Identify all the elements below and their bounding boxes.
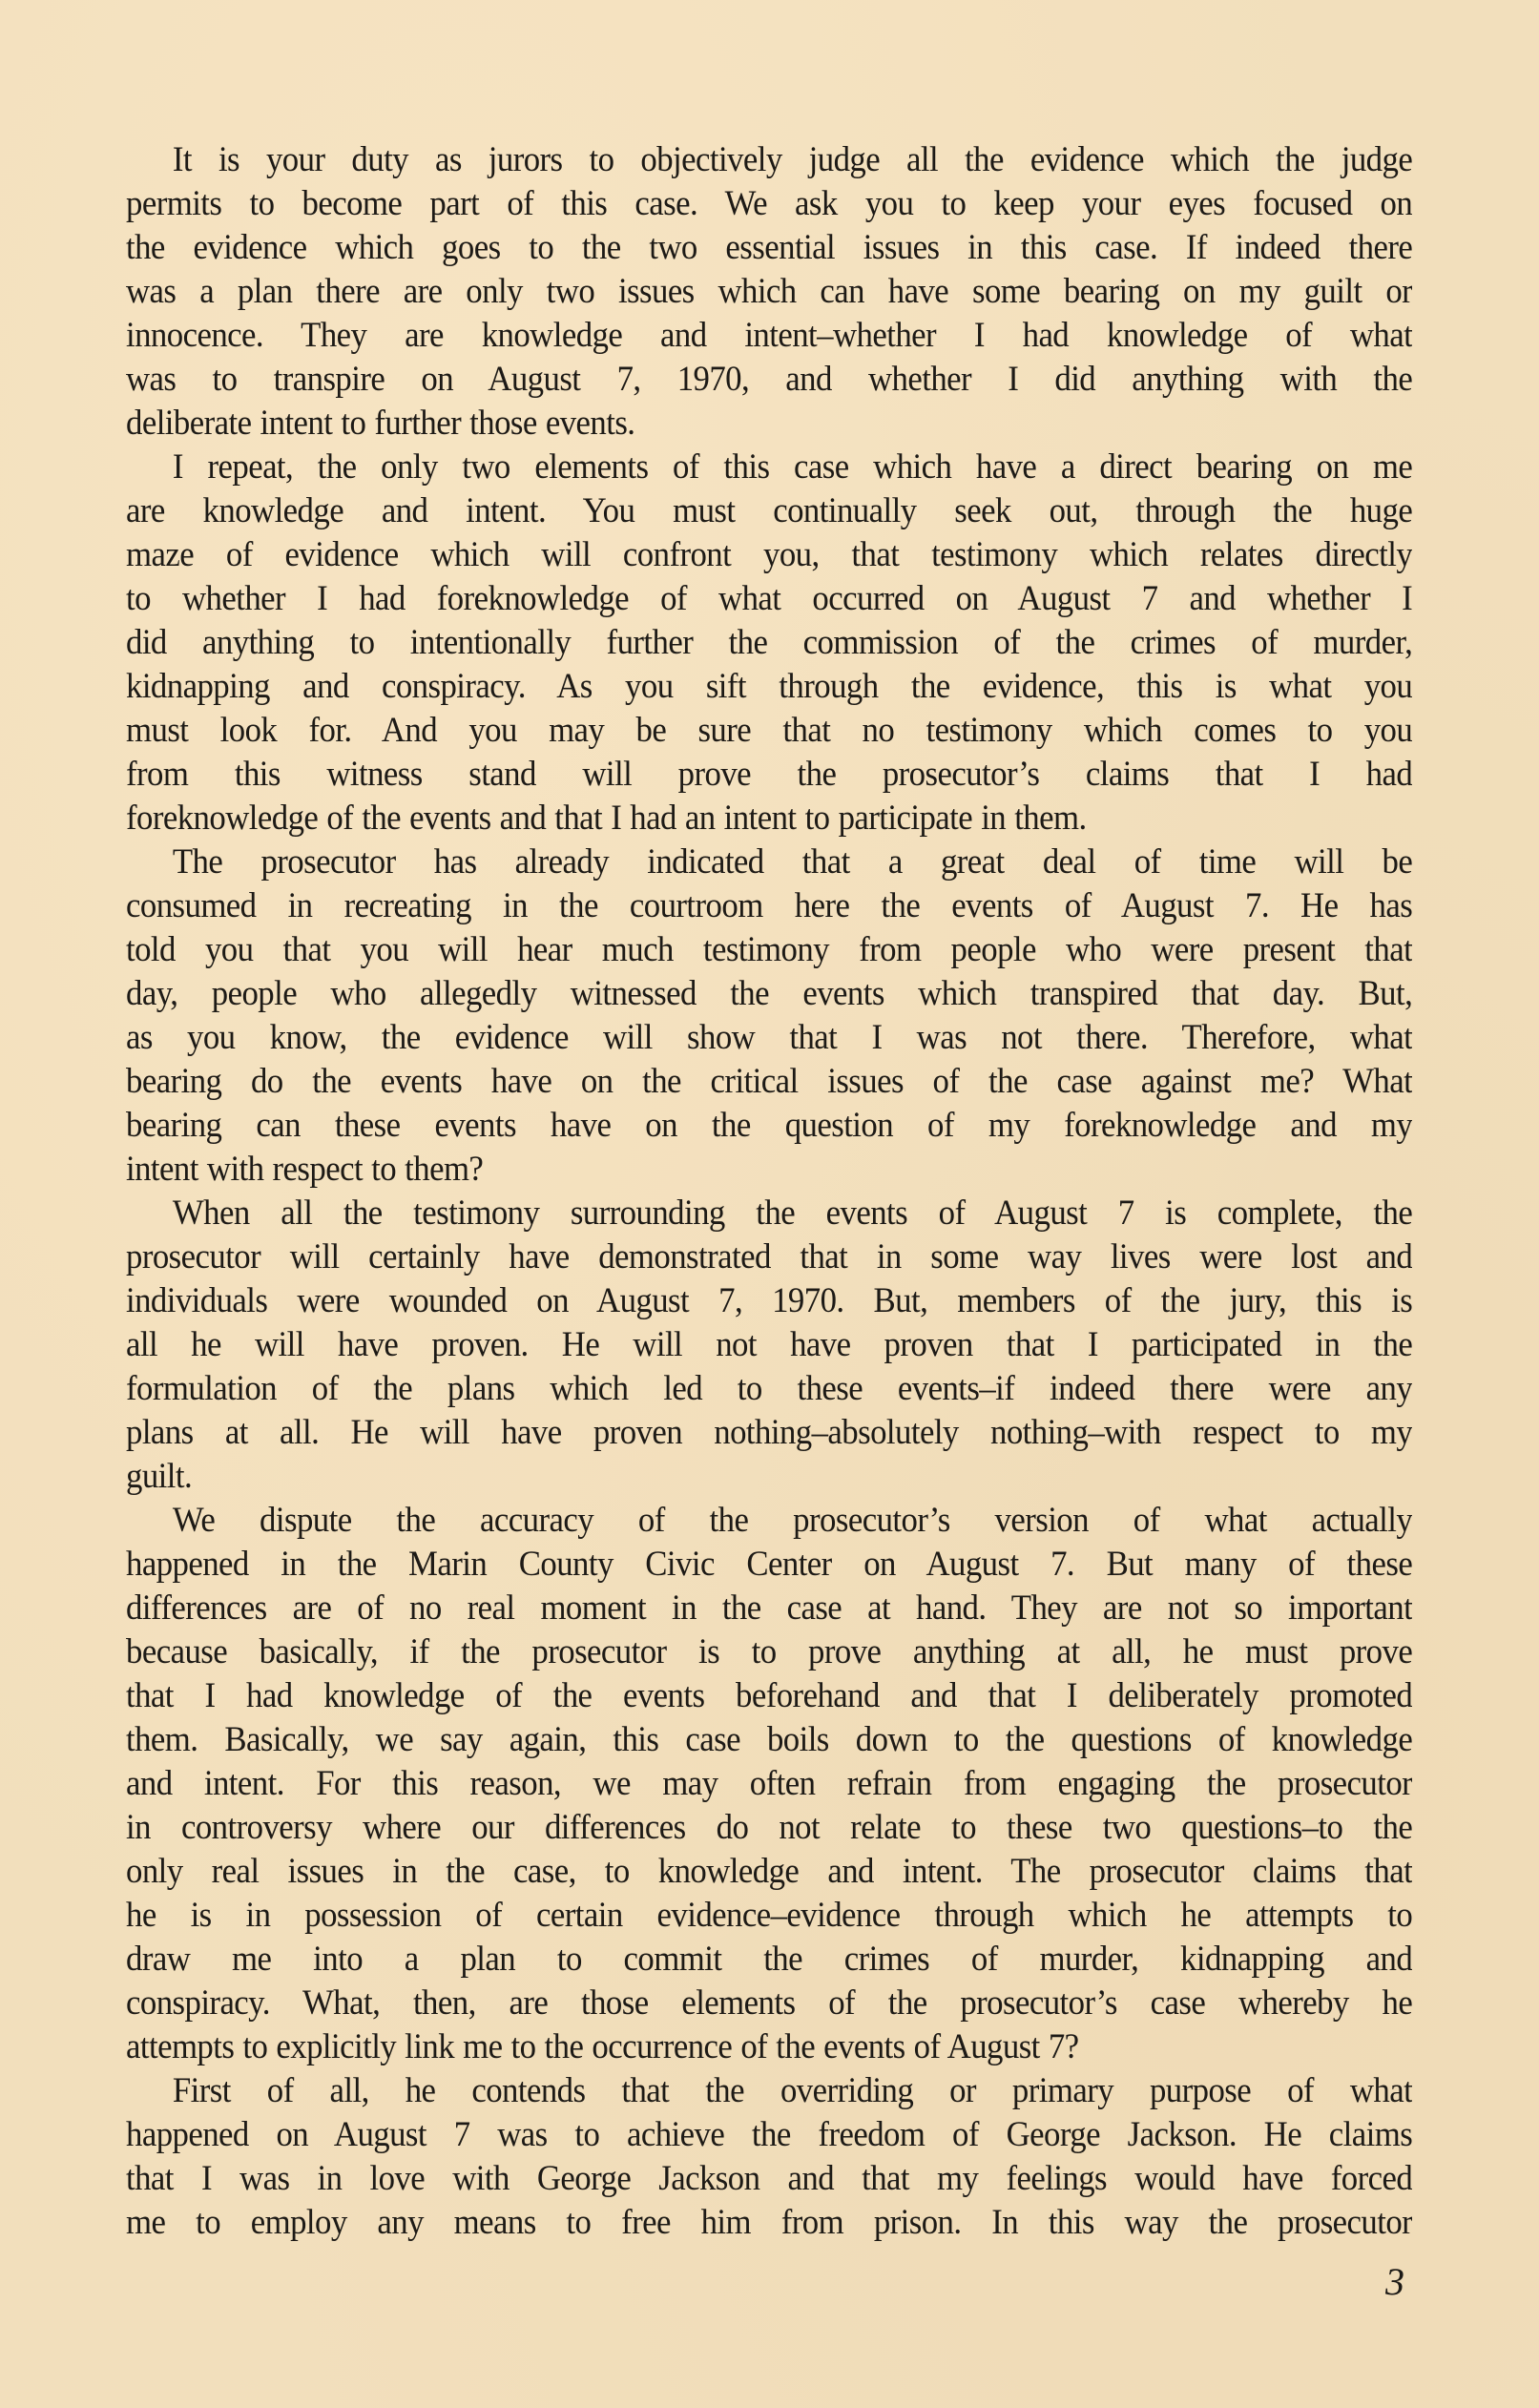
- text-line: that I had knowledge of the events beforehand and that I deliberately promoted: [126, 1676, 1413, 1715]
- page-number: 3: [1385, 2260, 1404, 2303]
- text-line: consumed in recreating in the courtroom here the events of August 7. He has: [126, 886, 1413, 925]
- text-line: them. Basically, we say again, this case boils down to the questions of knowledge: [126, 1720, 1413, 1759]
- text-line: happened on August 7 was to achieve the freedom of George Jackson. He claims: [126, 2115, 1413, 2154]
- text-line: he is in possession of certain evidence–evidence through which he attempts to: [126, 1896, 1413, 1935]
- text-line: plans at all. He will have proven nothing–absolutely nothing–with respect to my: [126, 1413, 1413, 1452]
- paragraph: [126, 841, 1412, 1192]
- text-line: formulation of the plans which led to these events–if indeed there were any: [126, 1369, 1413, 1408]
- paragraph: [126, 1192, 1412, 1499]
- text-line: deliberate intent to further those events.: [126, 404, 635, 443]
- text-line: conspiracy. What, then, are those elements of the prosecutor’s case whereby he: [126, 1983, 1413, 2023]
- text-line: the evidence which goes to the two essential issues in this case. If indeed there: [126, 228, 1413, 267]
- paragraph: [126, 1499, 1412, 2069]
- text-line: attempts to explicitly link me to the occurrence of the events of August 7?: [126, 2027, 1079, 2066]
- text-line: differences are of no real moment in the case at hand. They are not so important: [126, 1588, 1413, 1628]
- text-line: I repeat, the only two elements of this case which have a direct bearing on me: [172, 447, 1413, 487]
- text-line: happened in the Marin County Civic Center on August 7. But many of these: [126, 1545, 1413, 1584]
- text-line: that I was in love with George Jackson and that my feelings would have forced: [126, 2159, 1413, 2198]
- text-line: told you that you will hear much testimony from people who were present that: [126, 930, 1413, 969]
- text-line: intent with respect to them?: [126, 1150, 484, 1189]
- text-line: bearing can these events have on the question of my foreknowledge and my: [126, 1106, 1413, 1145]
- text-line: It is your duty as jurors to objectively judge all the evidence which the judge: [172, 140, 1413, 179]
- text-line: First of all, he contends that the overriding or primary purpose of what: [172, 2071, 1413, 2110]
- text-line: kidnapping and conspiracy. As you sift through the evidence, this is what you: [126, 667, 1413, 706]
- text-line: prosecutor will certainly have demonstrated that in some way lives were lost and: [126, 1237, 1413, 1277]
- text-line: must look for. And you may be sure that no testimony which comes to you: [126, 711, 1413, 750]
- text-line: foreknowledge of the events and that I had an intent to participate in them.: [126, 799, 1087, 838]
- text-line: as you know, the evidence will show that I was not there. Therefore, what: [126, 1018, 1413, 1057]
- text-line: was to transpire on August 7, 1970, and whether I did anything with the: [126, 360, 1413, 399]
- text-line: because basically, if the prosecutor is to prove anything at all, he must prove: [126, 1632, 1413, 1671]
- text-line: in controversy where our differences do not relate to these two questions–to the: [126, 1808, 1413, 1847]
- text-line: and intent. For this reason, we may often refrain from engaging the prosecutor: [126, 1764, 1413, 1803]
- body-text: [126, 138, 1412, 2245]
- text-line: innocence. They are knowledge and intent–whether I had knowledge of what: [126, 316, 1413, 355]
- text-line: from this witness stand will prove the prosecutor’s claims that I had: [126, 755, 1413, 794]
- text-line: all he will have proven. He will not have proven that I participated in the: [126, 1325, 1413, 1364]
- text-line: day, people who allegedly witnessed the events which transpired that day. But,: [126, 974, 1413, 1013]
- text-line: are knowledge and intent. You must continually seek out, through the huge: [126, 491, 1413, 530]
- paragraph: [126, 446, 1412, 841]
- text-line: was a plan there are only two issues which can have some bearing on my guilt or: [126, 272, 1413, 311]
- text-line: individuals were wounded on August 7, 1970. But, members of the jury, this is: [126, 1281, 1413, 1320]
- paragraph: [126, 138, 1412, 446]
- text-line: only real issues in the case, to knowledge and intent. The prosecutor claims that: [126, 1852, 1413, 1891]
- text-line: me to employ any means to free him from prison. In this way the prosecutor: [126, 2203, 1413, 2242]
- text-line: did anything to intentionally further the commission of the crimes of murder,: [126, 623, 1413, 662]
- text-line: When all the testimony surrounding the events of August 7 is complete, the: [172, 1194, 1413, 1233]
- text-line: permits to become part of this case. We ask you to keep your eyes focused on: [126, 184, 1413, 223]
- paragraph: [126, 2069, 1412, 2245]
- text-line: We dispute the accuracy of the prosecutor’s version of what actually: [172, 1501, 1413, 1540]
- text-line: The prosecutor has already indicated that a great deal of time will be: [172, 842, 1413, 882]
- text-line: maze of evidence which will confront you, that testimony which relates directly: [126, 535, 1413, 574]
- text-line: bearing do the events have on the critical issues of the case against me? What: [126, 1062, 1413, 1101]
- text-line: to whether I had foreknowledge of what occurred on August 7 and whether I: [126, 579, 1413, 618]
- text-line: guilt.: [126, 1457, 193, 1496]
- text-line: draw me into a plan to commit the crimes of murder, kidnapping and: [126, 1940, 1413, 1979]
